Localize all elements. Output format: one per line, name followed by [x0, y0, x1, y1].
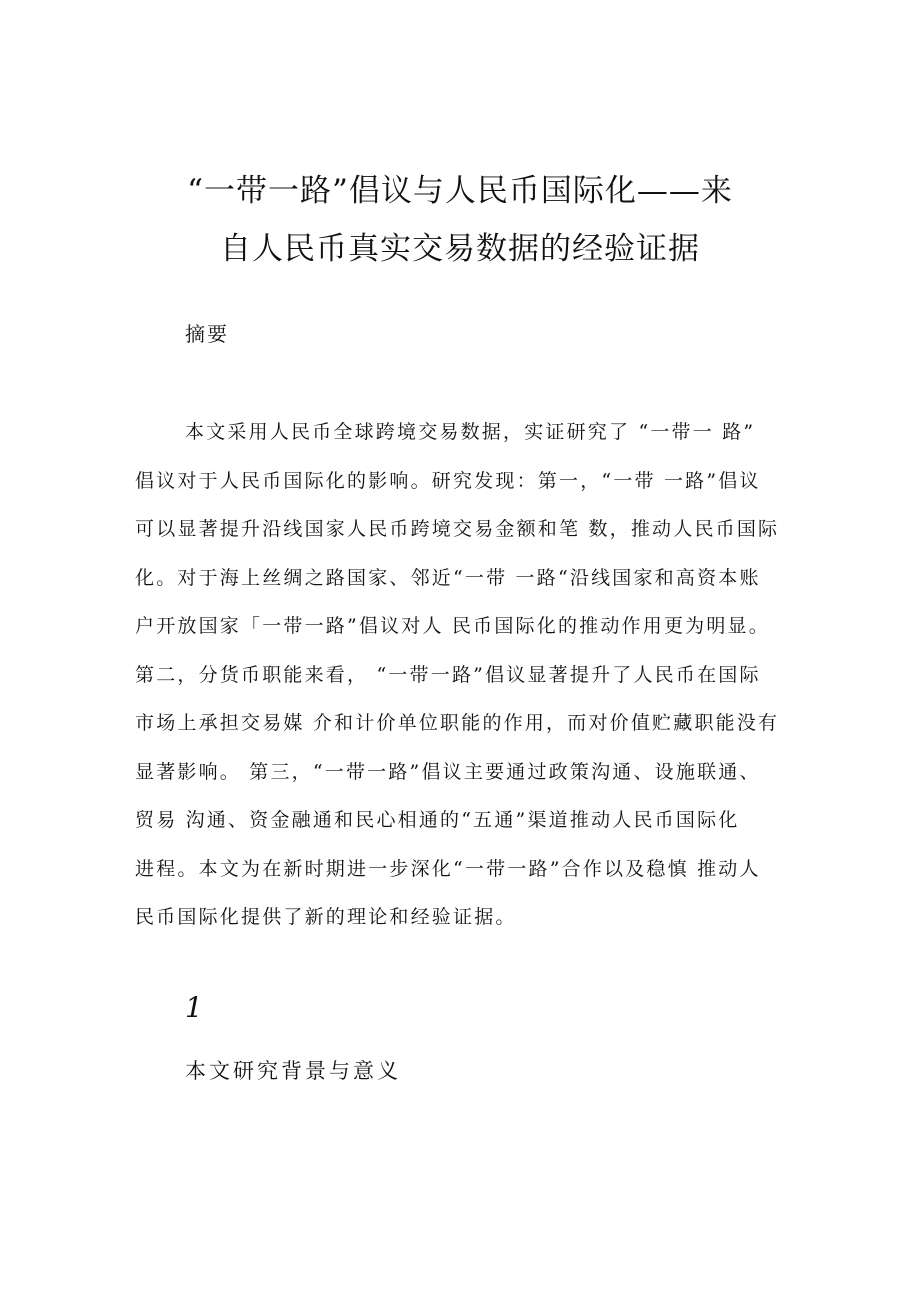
- title-line-2: 自人民币真实交易数据的经验证据: [220, 231, 700, 267]
- abstract-line: 显著影响。 第三，“一带一路”倡议主要通过政策沟通、设施联通、: [135, 760, 761, 783]
- document-title: [0, 162, 920, 278]
- section-number: 1: [185, 991, 203, 1024]
- abstract-label: 摘要: [185, 322, 229, 346]
- abstract-line: 倡议对于人民币国际化的影响。研究发现：第一，“一带 一路”倡议: [135, 469, 761, 492]
- title-line-1: “一带一路”倡议与人民币国际化——来: [187, 173, 733, 209]
- abstract-paragraph: [135, 408, 825, 942]
- abstract-line: 户开放国家「一带一路”倡议对人 民币国际化的推动作用更为明显。: [135, 615, 770, 637]
- abstract-line: 化。对于海上丝绸之路国家、邻近“一带 一路“沿线国家和高资本账: [135, 566, 761, 589]
- abstract-line: 市场上承担交易媒 介和计价单位职能的作用，而对价值贮藏职能没有: [135, 712, 780, 734]
- abstract-line: 可以显著提升沿线国家人民币跨境交易金额和笔 数，推动人民币国际: [135, 518, 780, 540]
- abstract-line: 民币国际化提供了新的理论和经验证据。: [135, 906, 517, 928]
- abstract-line: 本文采用人民币全球跨境交易数据，实证研究了 “一带一 路”: [185, 421, 756, 443]
- abstract-line: 第二，分货币职能来看， “一带一路”倡议显著提升了人民币在国际: [135, 663, 761, 686]
- abstract-line: 贸易 沟通、资金融通和民心相通的“五通”渠道推动人民币国际化: [135, 809, 740, 831]
- abstract-line: 进程。本文为在新时期进一步深化“一带一路”合作以及稳慎 推动人: [135, 857, 761, 880]
- section-heading: 本文研究背景与意义: [185, 1059, 401, 1083]
